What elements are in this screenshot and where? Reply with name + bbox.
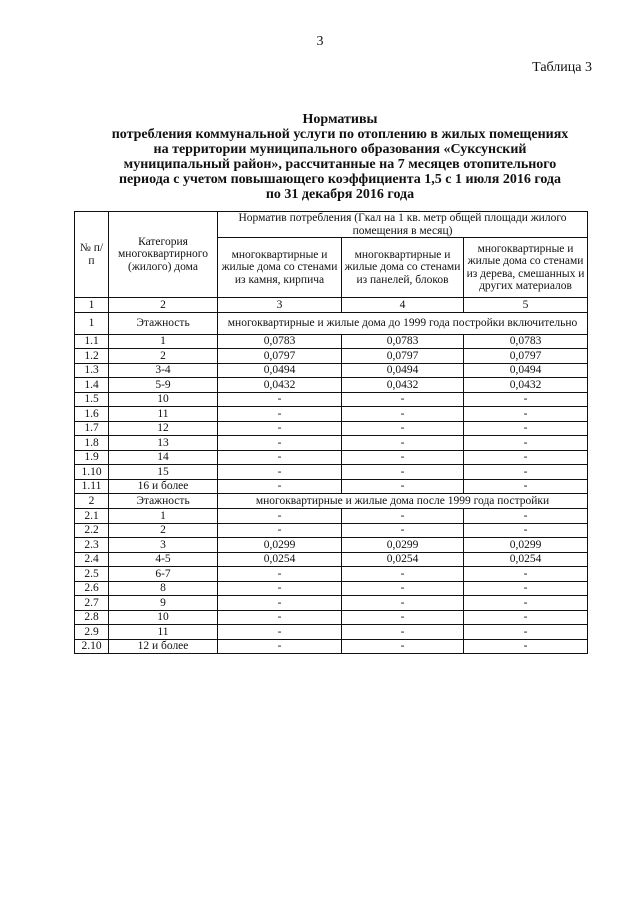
row-num: 2.7 bbox=[75, 596, 109, 611]
row-num: 1.8 bbox=[75, 436, 109, 451]
row-num: 2.8 bbox=[75, 610, 109, 625]
row-category: 3 bbox=[109, 538, 218, 553]
page-number: 3 bbox=[316, 34, 324, 49]
section-num: 2 bbox=[75, 494, 109, 509]
table-row bbox=[75, 407, 588, 422]
row-category: 13 bbox=[109, 436, 218, 451]
col-number: 2 bbox=[109, 298, 218, 313]
row-category: 6-7 bbox=[109, 567, 218, 582]
value-wood: - bbox=[464, 392, 588, 407]
value-brick: 0,0797 bbox=[218, 349, 342, 364]
table-label: Таблица 3 bbox=[532, 60, 592, 75]
value-brick: - bbox=[218, 407, 342, 422]
value-brick: - bbox=[218, 567, 342, 582]
value-panel: 0,0432 bbox=[342, 378, 464, 393]
row-num: 1.7 bbox=[75, 421, 109, 436]
row-num: 2.6 bbox=[75, 581, 109, 596]
value-wood: - bbox=[464, 421, 588, 436]
section-title: многоквартирные и жилые дома после 1999 года постройки bbox=[218, 494, 588, 509]
value-panel: - bbox=[342, 509, 464, 524]
value-panel: - bbox=[342, 479, 464, 494]
row-category: 11 bbox=[109, 625, 218, 640]
value-panel: - bbox=[342, 523, 464, 538]
row-num: 1.4 bbox=[75, 378, 109, 393]
title-line: на территории муниципального образования «Суксунский bbox=[153, 142, 527, 157]
value-brick: 0,0432 bbox=[218, 378, 342, 393]
value-panel: 0,0797 bbox=[342, 349, 464, 364]
value-wood: - bbox=[464, 596, 588, 611]
value-wood: 0,0254 bbox=[464, 552, 588, 567]
value-brick: - bbox=[218, 450, 342, 465]
value-panel: - bbox=[342, 567, 464, 582]
row-num: 1.5 bbox=[75, 392, 109, 407]
col-number: 5 bbox=[464, 298, 588, 313]
value-wood: 0,0299 bbox=[464, 538, 588, 553]
row-category: 3-4 bbox=[109, 363, 218, 378]
row-category: 9 bbox=[109, 596, 218, 611]
table-row bbox=[75, 625, 588, 640]
row-num: 1.6 bbox=[75, 407, 109, 422]
value-wood: - bbox=[464, 465, 588, 480]
value-wood: 0,0494 bbox=[464, 363, 588, 378]
header-col5: многоквартирные и жилые дома со стенами из дерева, смешанных и других материалов bbox=[464, 238, 588, 298]
value-panel: 0,0494 bbox=[342, 363, 464, 378]
table-row bbox=[75, 552, 588, 567]
table-row bbox=[75, 349, 588, 364]
section-num: 1 bbox=[75, 312, 109, 334]
table-row bbox=[75, 523, 588, 538]
row-num: 1.2 bbox=[75, 349, 109, 364]
value-brick: - bbox=[218, 465, 342, 480]
title-line: Нормативы bbox=[302, 112, 378, 127]
value-brick: - bbox=[218, 523, 342, 538]
table-row bbox=[75, 596, 588, 611]
row-num: 2.5 bbox=[75, 567, 109, 582]
table-row bbox=[75, 509, 588, 524]
value-wood: - bbox=[464, 523, 588, 538]
row-category: 11 bbox=[109, 407, 218, 422]
value-wood: 0,0783 bbox=[464, 334, 588, 349]
row-num: 2.3 bbox=[75, 538, 109, 553]
table-row bbox=[75, 363, 588, 378]
value-wood: - bbox=[464, 450, 588, 465]
row-category: 12 и более bbox=[109, 639, 218, 654]
header-norm: Норматив потребления (Гкал на 1 кв. метр общей площади жилого помещения в месяц) bbox=[218, 212, 588, 238]
header-col3: многоквартирные и жилые дома со стенами из камня, кирпича bbox=[218, 238, 342, 298]
value-panel: - bbox=[342, 465, 464, 480]
value-brick: - bbox=[218, 581, 342, 596]
row-category: 1 bbox=[109, 334, 218, 349]
row-category: 15 bbox=[109, 465, 218, 480]
value-brick: 0,0494 bbox=[218, 363, 342, 378]
value-brick: - bbox=[218, 639, 342, 654]
row-category: 12 bbox=[109, 421, 218, 436]
value-wood: 0,0797 bbox=[464, 349, 588, 364]
title-line: периода с учетом повышающего коэффициента 1,5 с 1 июля 2016 года bbox=[118, 172, 562, 187]
section-title: многоквартирные и жилые дома до 1999 года постройки включительно bbox=[218, 312, 588, 334]
section-category: Этажность bbox=[109, 494, 218, 509]
col-number: 3 bbox=[218, 298, 342, 313]
value-panel: 0,0783 bbox=[342, 334, 464, 349]
section-row bbox=[75, 312, 588, 334]
value-brick: - bbox=[218, 596, 342, 611]
value-wood: - bbox=[464, 436, 588, 451]
row-num: 1.11 bbox=[75, 479, 109, 494]
value-panel: - bbox=[342, 450, 464, 465]
section-category: Этажность bbox=[109, 312, 218, 334]
row-category: 10 bbox=[109, 610, 218, 625]
value-brick: - bbox=[218, 392, 342, 407]
row-category: 2 bbox=[109, 523, 218, 538]
column-number-row bbox=[75, 298, 588, 313]
header-category: Категория многоквартирного (жилого) дома bbox=[109, 212, 218, 298]
title-line: муниципальный район», рассчитанные на 7 месяцев отопительного bbox=[123, 157, 557, 172]
value-panel: - bbox=[342, 610, 464, 625]
value-panel: - bbox=[342, 625, 464, 640]
row-num: 1.1 bbox=[75, 334, 109, 349]
row-num: 1.3 bbox=[75, 363, 109, 378]
value-brick: - bbox=[218, 436, 342, 451]
table-row bbox=[75, 421, 588, 436]
section-row bbox=[75, 494, 588, 509]
header-row bbox=[75, 212, 588, 238]
title-line: потребления коммунальной услуги по отоплению в жилых помещениях bbox=[111, 127, 569, 142]
header-num: № п/п bbox=[75, 212, 109, 298]
table-row bbox=[75, 465, 588, 480]
value-brick: - bbox=[218, 479, 342, 494]
row-category: 4-5 bbox=[109, 552, 218, 567]
table-row bbox=[75, 479, 588, 494]
row-num: 2.2 bbox=[75, 523, 109, 538]
table-row bbox=[75, 378, 588, 393]
row-num: 1.9 bbox=[75, 450, 109, 465]
value-brick: - bbox=[218, 509, 342, 524]
col-number: 1 bbox=[75, 298, 109, 313]
value-panel: - bbox=[342, 639, 464, 654]
row-category: 5-9 bbox=[109, 378, 218, 393]
value-panel: - bbox=[342, 596, 464, 611]
value-wood: - bbox=[464, 509, 588, 524]
value-panel: 0,0299 bbox=[342, 538, 464, 553]
title-line: по 31 декабря 2016 года bbox=[265, 187, 415, 202]
row-num: 2.4 bbox=[75, 552, 109, 567]
value-wood: - bbox=[464, 610, 588, 625]
row-category: 1 bbox=[109, 509, 218, 524]
table-row bbox=[75, 392, 588, 407]
norms-table-body bbox=[75, 212, 588, 654]
value-panel: 0,0254 bbox=[342, 552, 464, 567]
value-brick: 0,0299 bbox=[218, 538, 342, 553]
value-wood: - bbox=[464, 639, 588, 654]
value-panel: - bbox=[342, 407, 464, 422]
row-num: 1.10 bbox=[75, 465, 109, 480]
value-wood: - bbox=[464, 625, 588, 640]
value-panel: - bbox=[342, 436, 464, 451]
header-col4: многоквартирные и жилые дома со стенами из панелей, блоков bbox=[342, 238, 464, 298]
row-num: 2.10 bbox=[75, 639, 109, 654]
value-wood: - bbox=[464, 407, 588, 422]
table-row bbox=[75, 334, 588, 349]
col-number: 4 bbox=[342, 298, 464, 313]
value-wood: 0,0432 bbox=[464, 378, 588, 393]
value-wood: - bbox=[464, 479, 588, 494]
value-wood: - bbox=[464, 581, 588, 596]
table-row bbox=[75, 436, 588, 451]
value-brick: - bbox=[218, 421, 342, 436]
table-row bbox=[75, 567, 588, 582]
value-panel: - bbox=[342, 421, 464, 436]
table-row bbox=[75, 639, 588, 654]
value-brick: 0,0254 bbox=[218, 552, 342, 567]
row-num: 2.1 bbox=[75, 509, 109, 524]
table-row bbox=[75, 610, 588, 625]
row-category: 16 и более bbox=[109, 479, 218, 494]
value-panel: - bbox=[342, 392, 464, 407]
value-brick: 0,0783 bbox=[218, 334, 342, 349]
value-wood: - bbox=[464, 567, 588, 582]
row-category: 10 bbox=[109, 392, 218, 407]
value-brick: - bbox=[218, 625, 342, 640]
table-row bbox=[75, 538, 588, 553]
value-panel: - bbox=[342, 581, 464, 596]
norms-table bbox=[74, 211, 588, 654]
table-row bbox=[75, 581, 588, 596]
row-num: 2.9 bbox=[75, 625, 109, 640]
row-category: 2 bbox=[109, 349, 218, 364]
row-category: 14 bbox=[109, 450, 218, 465]
value-brick: - bbox=[218, 610, 342, 625]
document-title bbox=[70, 112, 610, 202]
row-category: 8 bbox=[109, 581, 218, 596]
table-row bbox=[75, 450, 588, 465]
